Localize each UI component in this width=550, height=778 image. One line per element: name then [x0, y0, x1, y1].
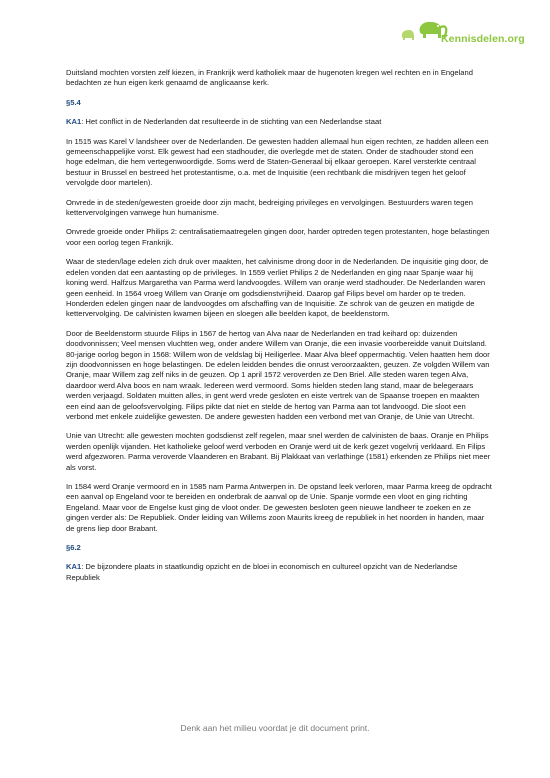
section-6-2-key-aspect [66, 562, 492, 583]
logo-text: Kennisdelen.org [441, 33, 525, 45]
key-aspect-text: : De bijzondere plaats in staatkundig opzicht en de bloei in economisch en cultureel opzicht van de Nederlandse Republiek [66, 562, 458, 582]
section-6-2-heading: §6.2 [66, 543, 81, 553]
section-5-4-key-aspect [66, 117, 492, 127]
paragraph-republiek: In 1584 werd Oranje vermoord en in 1585 nam Parma Antwerpen in. De opstand leek verloren, maar Parma kreeg de opdracht een aanval op Engeland voor te bereiden en onderbrak de aanval op de Unie. Spanje vormde een vloot en ging richting Engeland. Maar voor de Engelse kust ging de vloot onder. De gewesten besloten geen nieuwe landheer te zoeken en ze gingen verder als: De Republiek. Onder leiding van Willems zoon Maurits kreeg de republiek in het noorden in handen, maar de grens liep door Brabant. [66, 482, 492, 533]
paragraph-philips: Onvrede groeide onder Philips 2: centralisatiemaatregelen gingen door, harder optreden tegen protestanten, hoge belastingen voor een oorlog tegen Frankrijk. [66, 227, 490, 247]
paragraph-80-jarige-oorlog: 80-jarige oorlog begon in 1568: Willem won de veldslag bij Heiligerlee. Maar Alva bleef oppermachtig. Velen haatten hem door zijn doodvonnissen en hoge belastingen. De edelen leidden bendes die onrust veroorzaakten, geuzen. Ze volgden Willem van Oranje, maar Willem zag zelf niks in de geuzen. Op 1 april 1572 veroverden ze Den Briel. Alle steden waren tegen Alva, daardoor werd Alva boos en nam wraak. Iedereen werd vermoord. Soms hielden steden lang stand, maar de belegeraars werden verjaagd. Soldaten muitten alles, in gent werd vrede gesloten en eiste vertrek van de Spaanse troepen en maakten een eind aan de geloofsvervolging. Filips pikte dat niet en stelde de hertog van Parma aan tot landvoogd. Die sloot een verbond met enkele zuidelijke gewesten. De andere gewesten hadden een verbond met van Oranje, de Unie van Utrecht. [66, 349, 490, 421]
key-aspect-label: KA1 [66, 562, 82, 572]
document-body [66, 68, 492, 592]
paragraph-intro: Duitsland mochten vorsten zelf kiezen, in Frankrijk werd katholiek maar de hugenoten kregen wel rechten en in Engeland bedachten ze hun eigen kerk genaamd de anglicaanse kerk. [66, 68, 473, 88]
paragraph-unie-van-utrecht: Unie van Utrecht: alle gewesten mochten godsdienst zelf regelen, maar snel werden de calvinisten de baas. Oranje en Philips werden openlijk vijanden. Het katholieke geloof werd verboden en Oranje werd uit de kerk gezet vogelvrij verklaard. En Filips werd afgezworen. Parma veroverde Vlaanderen en Brabant. Bij Plakkaat van verlathinge (1581) erkenden ze Philips niet meer als vorst. [66, 431, 491, 472]
paragraph-beeldenstorm: Door de Beeldenstorm stuurde Filips in 1567 de hertog van Alva naar de Nederlanden en trad keihard op: duizenden doodvonnissen; Veel mensen vluchtten weg, onder andere Willem van Oranje, die een invasie voorbereidde vanuit Duitsland. [66, 328, 487, 349]
paragraph-karel-v: In 1515 was Karel V landsheer over de Nederlanden. De gewesten hadden allemaal hun eigen rechten, ze hadden alleen een gemeenschappelijke vorst. Elk gewest had een stadhouder, die overlegde met de staten. Onder de stadhouder stond een hoge edelman, die hem vertegenwoordigde. Soms werd de Staten-Generaal bij elkaar geroepen. Karel versterkte centraal bestuur in Brussel en bestreed het protestantisme, o.a. met de Inquisitie (een rechtbank die misdrijven tegen het geloof vervolgde door martelen). [66, 136, 489, 188]
site-logo[interactable] [414, 18, 530, 52]
print-notice-footer: Denk aan het milieu voordat je dit document print. [180, 723, 370, 733]
key-aspect-label: KA1 [66, 117, 82, 127]
paragraph-calvinisme: Waar de steden/lage edelen zich druk over maakten, het calvinisme drong door in de Nederlanden. De inquisitie ging door, de edelen vonden dat een aantasting op de privileges. In 1559 verliet Philips 2 de Nederlanden en ging naar Spanje waar hij koning werd. Halfzus Margaretha van Parma werd landvoogdes. Willem van oranje werd stadhouder. De Nederlanden waren geen eenheid. In 1564 vroeg Willem van Oranje om godsdienstvrijheid. Daarop gaf Filips bevel om harder op te treden. Honderden edelen gingen naar de landvoogdes om afschaffing van de Inquisitie. Ze schrok van de geuzen en matigde de kettervervolging. De calvinisten kwamen bijeen en sloegen alle beelden kapot, de beeldenstorm. [66, 257, 489, 319]
section-5-4-heading: §5.4 [66, 97, 81, 107]
paragraph-onvrede: Onvrede in de steden/gewesten groeide door zijn macht, bedreiging privileges en vervolgingen. Bestuurders waren tegen kettervervolgingen vanwege hun humanisme. [66, 197, 473, 218]
key-aspect-text: : Het conflict in de Nederlanden dat resulteerde in de stichting van een Nederlandse staat [81, 117, 382, 127]
small-elephant-icon [400, 28, 416, 42]
